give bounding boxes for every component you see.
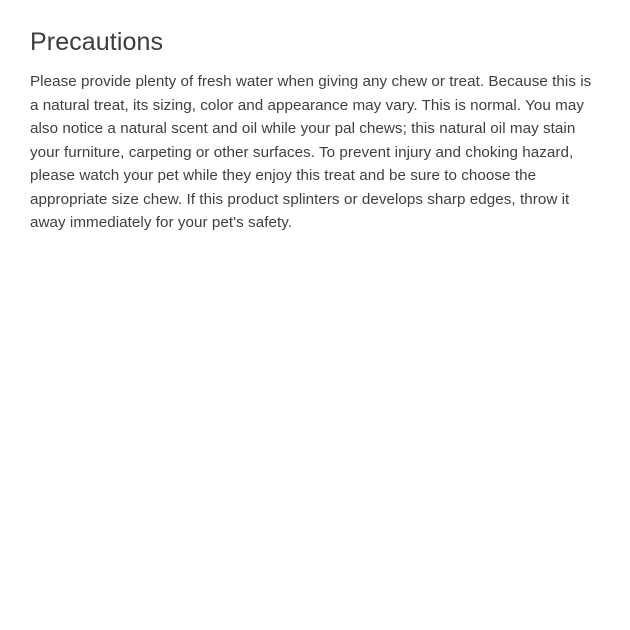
precautions-paragraph: Please provide plenty of fresh water when giving any chew or treat. Because this is a natural treat, its sizing, color and appearance may vary. This is normal. You may also notice a natural scent and oil while your pal chews; this natural oil may stain your furniture, carpeting or other surfaces. To prevent injury and choking hazard, please watch your pet while they enjoy this treat and be sure to choose the appropriate size chew. If this product splinters or develops sharp edges, throw it away immediately for your pet's safety. (30, 73, 592, 231)
page-title: Precautions (30, 28, 164, 56)
